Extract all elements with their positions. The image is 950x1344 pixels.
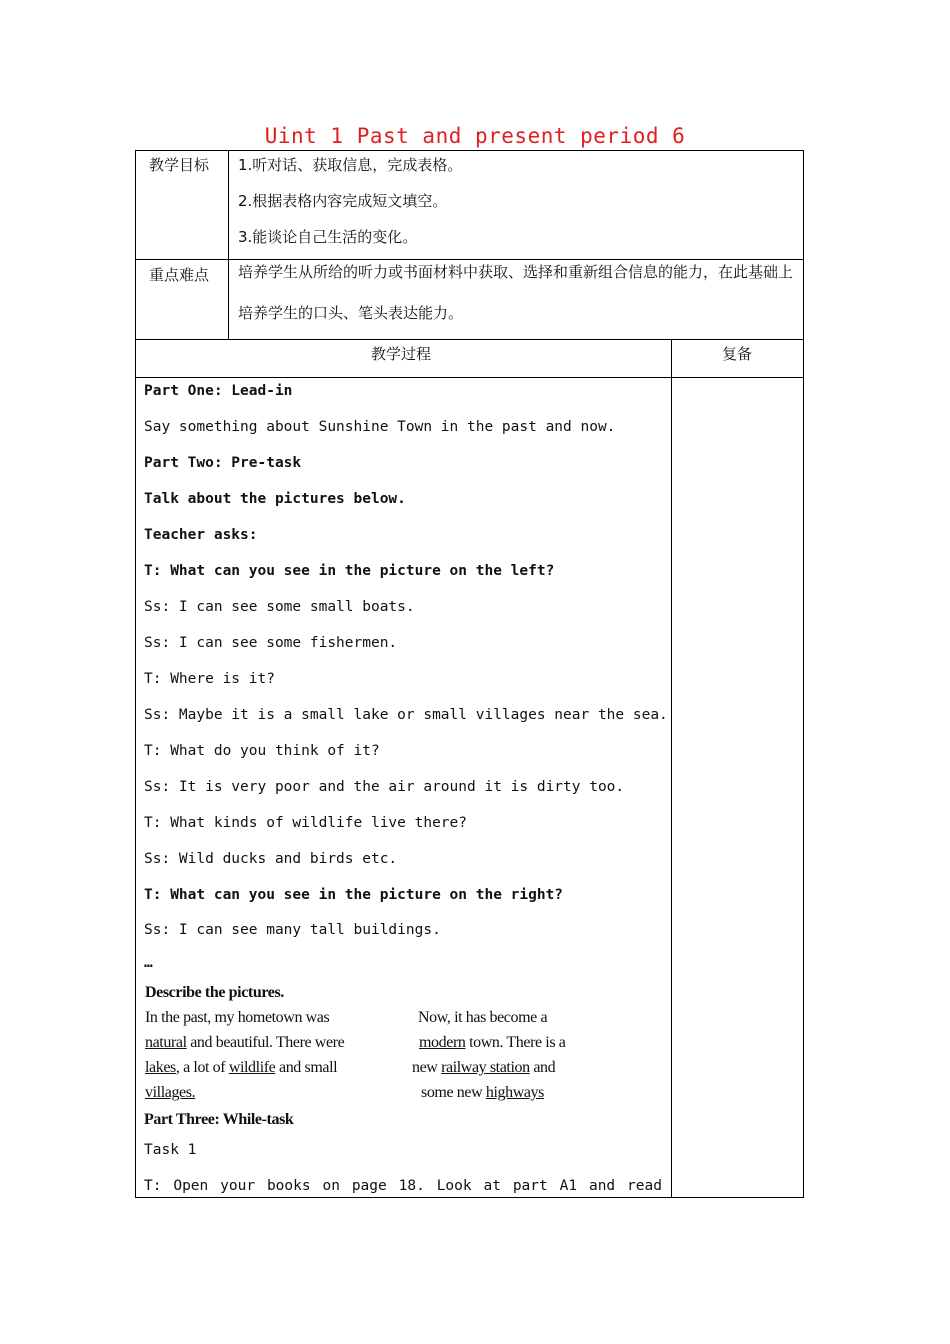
table-rule [135, 377, 804, 378]
notes-header: 复备 [722, 345, 753, 363]
instruction-word: A1 [559, 1178, 578, 1194]
keypoints-text: 培养学生从所给的听力或书面材料中获取、选择和重新组合信息的能力，在此基础上培养学生的口头、笔头表达能力。 [238, 263, 794, 322]
describe-heading: Describe the pictures. [145, 984, 284, 1001]
table-rule [135, 339, 804, 340]
table-rule [228, 150, 229, 339]
describe-left-line: villages. [145, 1084, 196, 1101]
instruction-word: part [512, 1178, 548, 1194]
describe-right-line: some new highways [421, 1084, 544, 1101]
process-line: T: What kinds of wildlife live there? [144, 815, 468, 831]
process-line: Part Two: Pre-task [144, 455, 302, 471]
task-label: Task 1 [144, 1142, 197, 1158]
process-line: Ss: Wild ducks and birds etc. [144, 851, 398, 867]
instruction-word: and [588, 1178, 616, 1194]
process-line: Say something about Sunshine Town in the past and now. [144, 419, 616, 435]
instruction-word: your [220, 1178, 256, 1194]
instruction-word: page [351, 1178, 387, 1194]
instruction-word: 18. [398, 1178, 425, 1194]
process-line: T: What can you see in the picture on the right? [144, 887, 564, 903]
instruction-word: on [322, 1178, 340, 1194]
part-three-heading: Part Three: While-task [144, 1111, 294, 1128]
goals-label: 教学目标 [149, 156, 210, 174]
process-line: Part One: Lead-in [144, 383, 293, 399]
instruction-word: Open [173, 1178, 209, 1194]
process-header: 教学过程 [371, 345, 432, 363]
process-line: T: Where is it? [144, 671, 275, 687]
goal-item: 3.能谈论自己生活的变化。 [238, 228, 418, 246]
process-line: T: What do you think of it? [144, 743, 380, 759]
instruction-word: Look [436, 1178, 472, 1194]
goal-item: 1.听对话、获取信息，完成表格。 [238, 156, 463, 174]
describe-right-line: new railway station and [412, 1059, 556, 1076]
instruction-line [144, 1178, 662, 1194]
process-line: Ss: I can see many tall buildings. [144, 922, 441, 938]
goal-item: 2.根据表格内容完成短文填空。 [238, 192, 448, 210]
instruction-word: T: [144, 1178, 162, 1194]
instruction-word: books [266, 1178, 311, 1194]
process-line: Ss: It is very poor and the air around it is dirty too. [144, 779, 625, 795]
process-line: Ss: I can see some fishermen. [144, 635, 398, 651]
process-line: Ss: I can see some small boats. [144, 599, 415, 615]
describe-right-line: Now, it has become a [418, 1009, 548, 1026]
describe-left-line: natural and beautiful. There were [145, 1034, 345, 1051]
describe-pictures-image [144, 984, 644, 1109]
process-line: T: What can you see in the picture on the left? [144, 563, 555, 579]
instruction-word: read [627, 1178, 662, 1194]
describe-left-line: In the past, my hometown was [145, 1009, 330, 1026]
keypoints-label: 重点难点 [149, 266, 210, 284]
describe-left-line: lakes, a lot of wildlife and small [145, 1059, 338, 1076]
instruction-word: at [483, 1178, 501, 1194]
process-line: Talk about the pictures below. [144, 491, 406, 507]
page-title: Uint 1 Past and present period 6 [264, 124, 686, 148]
describe-right-line: modern town. There is a [419, 1034, 566, 1051]
process-line: Ss: Maybe it is a small lake or small villages near the sea. [144, 707, 668, 723]
table-rule [671, 339, 672, 1198]
process-line: Teacher asks: [144, 527, 258, 543]
process-line: … [144, 955, 153, 971]
